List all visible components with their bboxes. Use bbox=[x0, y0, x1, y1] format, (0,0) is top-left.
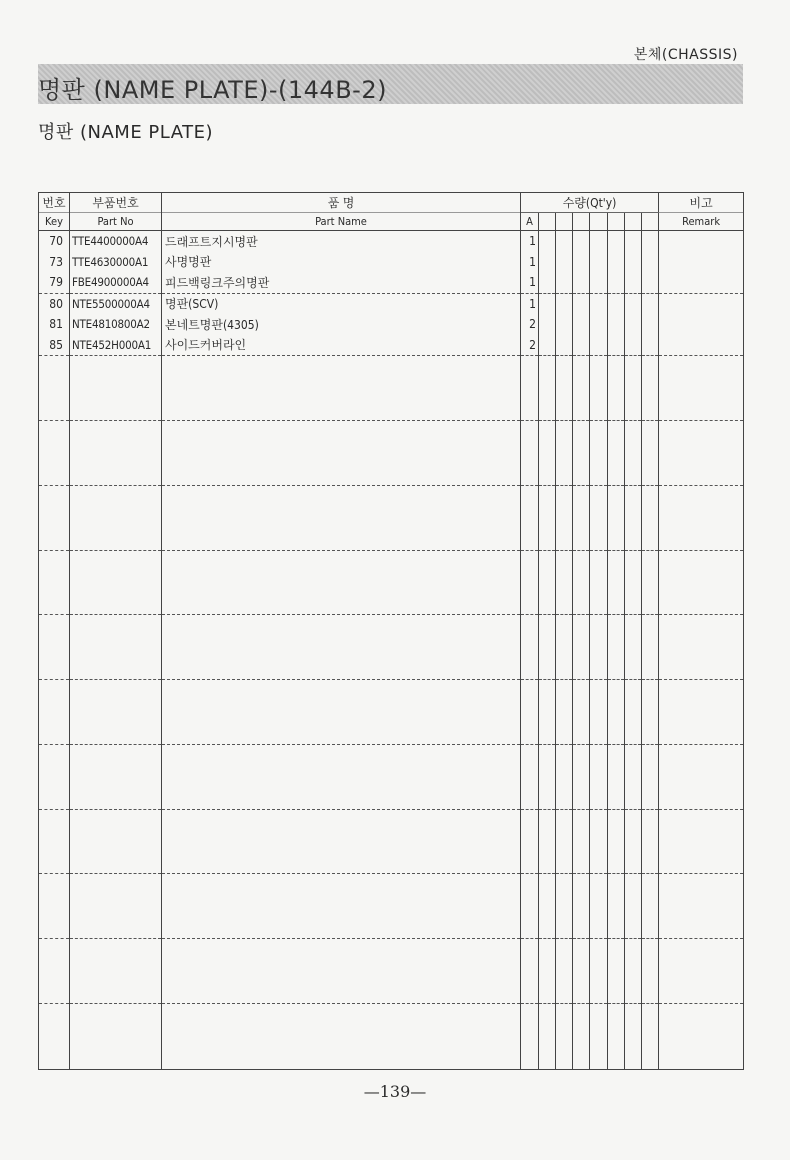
table-row bbox=[39, 335, 744, 356]
empty-row bbox=[39, 939, 744, 1004]
col-remark-en: Remark bbox=[659, 213, 744, 231]
empty-row bbox=[39, 809, 744, 874]
empty-row bbox=[39, 615, 744, 680]
empty-row bbox=[39, 1004, 744, 1070]
empty-row bbox=[39, 356, 744, 421]
table-header-row-ko bbox=[39, 193, 744, 213]
col-key-en: Key bbox=[39, 213, 70, 231]
table-row bbox=[39, 252, 744, 273]
row-qty-a: 2 bbox=[521, 335, 539, 356]
row-qty-a: 2 bbox=[521, 314, 539, 335]
row-part-no: FBE4900000A4 bbox=[70, 272, 162, 293]
title-banner bbox=[38, 64, 743, 104]
row-key: 70 bbox=[39, 231, 70, 252]
row-part-name: 명판(SCV) bbox=[162, 293, 521, 314]
empty-row bbox=[39, 550, 744, 615]
row-qty-a: 1 bbox=[521, 272, 539, 293]
row-part-name: 본네트명판(4305) bbox=[162, 314, 521, 335]
col-qty-ko: 수량(Qt'y) bbox=[521, 193, 659, 213]
row-part-name: 드래프트지시명판 bbox=[162, 231, 521, 252]
table-row bbox=[39, 231, 744, 252]
row-part-no: TTE4630000A1 bbox=[70, 252, 162, 273]
row-part-no: NTE452H000A1 bbox=[70, 335, 162, 356]
row-key: 79 bbox=[39, 272, 70, 293]
col-partname-ko: 품 명 bbox=[162, 193, 521, 213]
row-part-name: 사명명판 bbox=[162, 252, 521, 273]
table-header-row-en bbox=[39, 213, 744, 231]
parts-table bbox=[38, 192, 744, 1070]
col-remark-ko: 비고 bbox=[659, 193, 744, 213]
row-part-name: 사이드커버라인 bbox=[162, 335, 521, 356]
row-part-name: 피드백링크주의명판 bbox=[162, 272, 521, 293]
col-partname-en: Part Name bbox=[162, 213, 521, 231]
empty-row bbox=[39, 485, 744, 550]
table-row bbox=[39, 293, 744, 314]
row-part-no: NTE5500000A4 bbox=[70, 293, 162, 314]
col-key-ko: 번호 bbox=[39, 193, 70, 213]
page-number: —139— bbox=[363, 1082, 427, 1101]
row-key: 81 bbox=[39, 314, 70, 335]
empty-row bbox=[39, 680, 744, 745]
table-row bbox=[39, 272, 744, 293]
row-key: 85 bbox=[39, 335, 70, 356]
page-title: 명판 (NAME PLATE)-(144B-2) bbox=[38, 76, 387, 104]
row-qty-a: 1 bbox=[521, 231, 539, 252]
col-qty-a: A bbox=[521, 213, 539, 231]
row-key: 80 bbox=[39, 293, 70, 314]
table-row bbox=[39, 314, 744, 335]
empty-row bbox=[39, 744, 744, 809]
row-key: 73 bbox=[39, 252, 70, 273]
row-part-no: NTE4810800A2 bbox=[70, 314, 162, 335]
row-part-no: TTE4400000A4 bbox=[70, 231, 162, 252]
row-qty-a: 1 bbox=[521, 252, 539, 273]
empty-row bbox=[39, 874, 744, 939]
empty-row bbox=[39, 421, 744, 486]
page-subtitle: 명판 (NAME PLATE) bbox=[38, 122, 214, 143]
col-partno-ko: 부품번호 bbox=[70, 193, 162, 213]
section-label: 본체(CHASSIS) bbox=[633, 47, 738, 63]
row-qty-a: 1 bbox=[521, 293, 539, 314]
col-partno-en: Part No bbox=[70, 213, 162, 231]
